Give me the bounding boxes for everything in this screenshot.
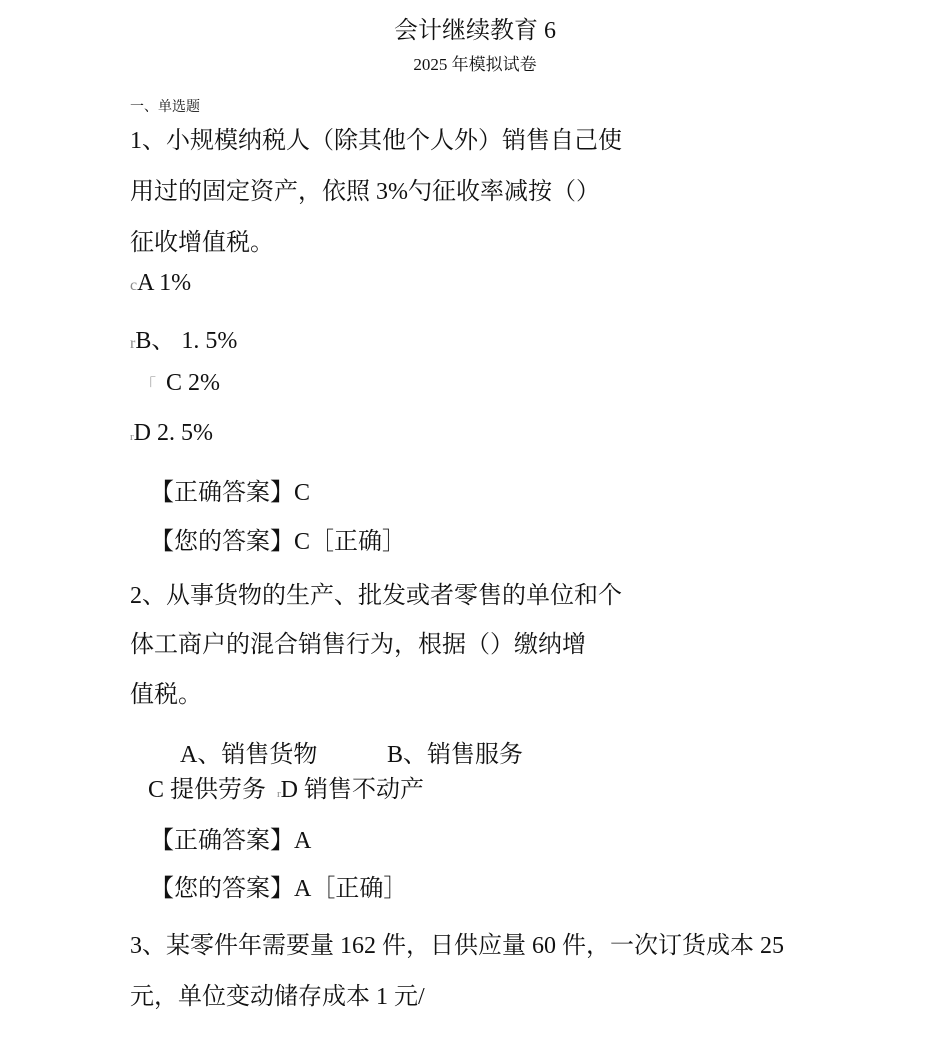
q1-option-b[interactable] [130, 320, 237, 355]
q1-correct-answer: 【正确答案】C [150, 480, 311, 506]
q2-option-b[interactable]: B、销售服务 [387, 742, 524, 768]
q2-your-answer: 【您的答案】A［正确］ [150, 876, 408, 902]
question-1-line-3: 征收增值税。 [130, 230, 274, 256]
question-2-line-2: 体工商户的混合销售行为，根据（）缴纳增 [130, 632, 586, 658]
q1-option-c[interactable] [140, 370, 220, 397]
q1-option-d-label: D 2. 5% [133, 420, 213, 446]
question-3-line-1: 3、某零件年需要量 162 件，日供应量 60 件，一次订货成本 25 [130, 933, 784, 959]
q2-option-a[interactable]: A、销售货物 [180, 742, 318, 768]
question-3-line-2: 元，单位变动储存成本 1 元/ [130, 984, 425, 1010]
question-1-line-2: 用过的固定资产，依照 3%勺征收率减按（） [130, 179, 600, 205]
q2-option-d[interactable] [277, 769, 424, 804]
q2-option-c[interactable]: C 提供劳务 [148, 777, 267, 803]
page-subtitle: 2025 年模拟试卷 [413, 55, 537, 74]
q1-option-c-label: C 2% [166, 370, 221, 396]
q1-option-a-label: A 1% [137, 270, 192, 296]
q2-correct-answer: 【正确答案】A [150, 828, 312, 854]
section-label: 一、单选题 [130, 100, 200, 115]
question-2-line-1: 2、从事货物的生产、批发或者零售的单位和个 [130, 583, 622, 609]
page-title: 会计继续教育 6 [394, 18, 556, 44]
radio-marker-icon[interactable]: r [277, 788, 281, 800]
q1-option-d[interactable] [130, 420, 213, 447]
q2-option-d-label: D 销售不动产 [280, 777, 425, 803]
radio-marker-icon[interactable]: c [130, 277, 138, 294]
radio-marker-icon[interactable]: r [130, 431, 134, 443]
question-1-line-1: 1、小规模纳税人（除其他个人外）销售自己使 [130, 128, 622, 154]
radio-marker-icon[interactable]: r [130, 335, 136, 352]
question-2-line-3: 值税。 [130, 682, 202, 708]
q1-option-b-label: B、 1. 5% [135, 328, 238, 354]
q1-option-a[interactable] [130, 270, 191, 297]
radio-marker-icon[interactable]: 「 [140, 377, 157, 394]
q1-your-answer: 【您的答案】C［正确］ [150, 529, 407, 555]
